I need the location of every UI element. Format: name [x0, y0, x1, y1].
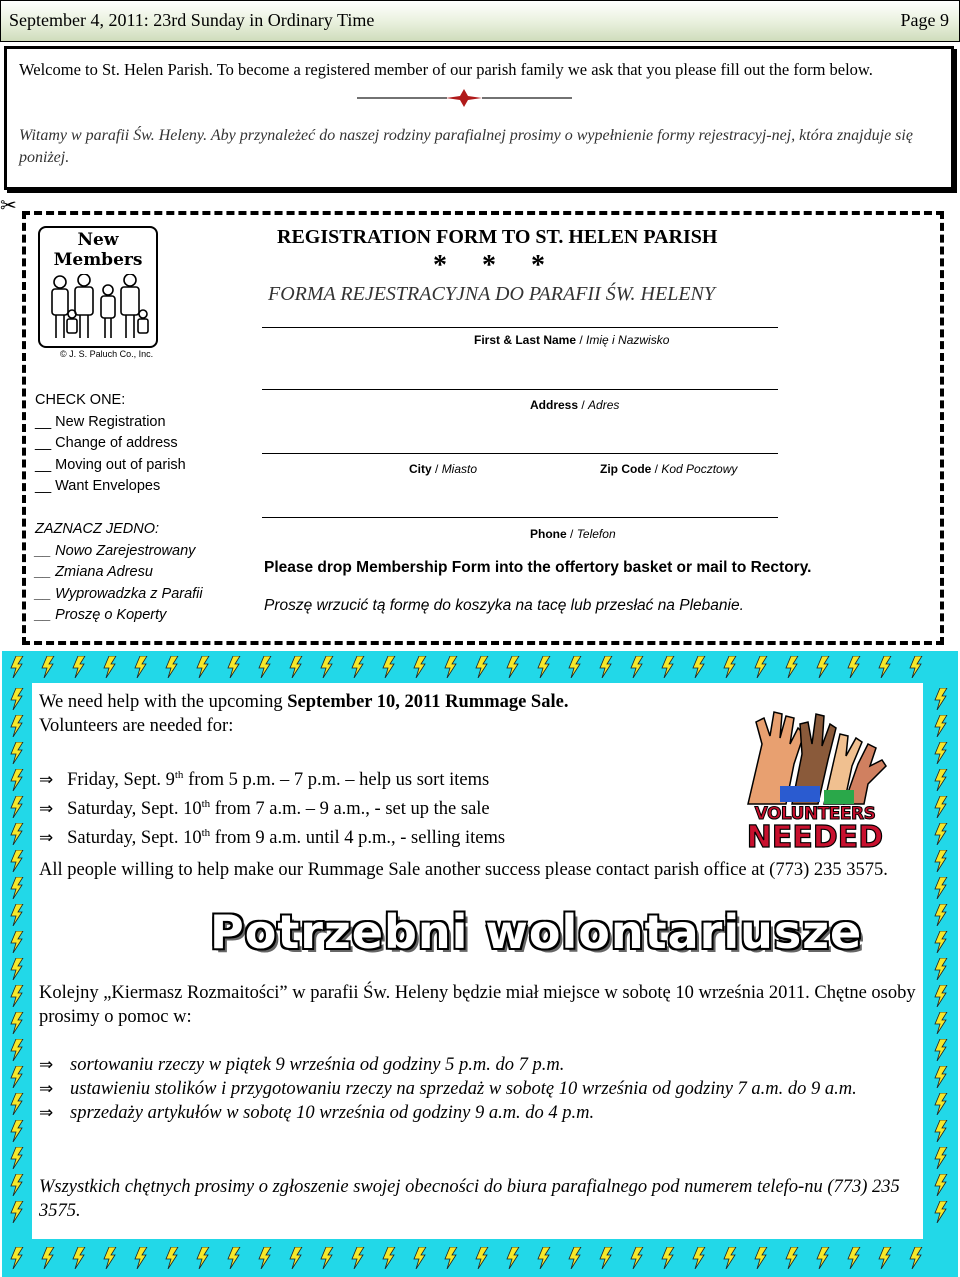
lightning-bolt-icon [10, 742, 24, 764]
option-wyprowadzka[interactable]: __ Wyprowadzka z Parafii [35, 585, 203, 602]
lightning-bolt-icon [934, 1012, 948, 1034]
page-number: Page 9 [900, 10, 949, 30]
lightning-bolt-icon [351, 656, 365, 678]
lightning-bolt-icon [568, 1247, 582, 1269]
lightning-bolt-icon [413, 656, 427, 678]
list-item: ⇒ sprzedaży artykułów w sobotę 10 września od godziny 9 a.m. do 4 p.m. [39, 1103, 595, 1123]
pl-intro: Kolejny „Kiermasz Rozmaitości” w parafii Św. Heleny będzie miał miejsce w sobotę 10 września 2011. Chętne osoby prosimy o pomoc w: [39, 983, 916, 1027]
logo-title-members: Members [53, 250, 143, 270]
lightning-bolt-icon [475, 656, 489, 678]
lightning-bolt-icon [382, 1247, 396, 1269]
lightning-bolt-icon [934, 1120, 948, 1142]
lightning-bolt-icon [754, 656, 768, 678]
lightning-bolt-icon [10, 1012, 24, 1034]
lightning-bolt-icon [134, 656, 148, 678]
lightning-bolt-icon [934, 1147, 948, 1169]
name-caption: First & Last Name / Imię i Nazwisko [474, 333, 670, 347]
contact-en: All people willing to help make our Rummage Sale another success please contact parish office at (773) 235 3575. [39, 860, 888, 880]
lightning-bolt-icon [134, 1247, 148, 1269]
lightning-bolt-icon [10, 1039, 24, 1061]
lightning-bolt-icon [934, 1066, 948, 1088]
lightning-bolt-icon [568, 656, 582, 678]
lightning-bolt-icon [630, 1247, 644, 1269]
lightning-bolt-icon [934, 1174, 948, 1196]
list-item: ⇒ Friday, Sept. 9th from 5 p.m. – 7 p.m. – help us sort items [39, 769, 490, 791]
lightning-bolt-icon [72, 656, 86, 678]
list-item: ⇒ sortowaniu rzeczy w piątek 9 września od godziny 5 p.m. do 7 p.m. [39, 1055, 565, 1075]
sale-date: September 10, 2011 Rummage Sale. [287, 692, 569, 712]
lightning-bolt-icon [692, 1247, 706, 1269]
lightning-bolt-icon [847, 1247, 861, 1269]
pl-headline: Potrzebni wolontariusze [210, 905, 863, 959]
lightning-bolt-icon [692, 656, 706, 678]
lightning-bolt-icon [934, 1039, 948, 1061]
lightning-bolt-icon [10, 877, 24, 899]
form-title-stars: * * * [433, 250, 559, 281]
lightning-bolt-icon [661, 1247, 675, 1269]
pl-list [39, 1053, 919, 1125]
list-item: ⇒ Saturday, Sept. 10th from 9 a.m. until 4 p.m., - selling items [39, 827, 506, 849]
phone-caption: Phone / Telefon [530, 527, 616, 541]
lightning-bolt-icon [10, 796, 24, 818]
lightning-bolt-icon [785, 1247, 799, 1269]
lightning-bolt-icon [10, 931, 24, 953]
lightning-bolt-icon [41, 1247, 55, 1269]
form-title-pl: FORMA REJESTRACYJNA DO PARAFII ŚW. HELENY [268, 283, 716, 305]
lightning-bolt-icon [10, 1174, 24, 1196]
header-date: September 4, 2011: 23rd Sunday in Ordinary Time [9, 10, 375, 30]
option-moving-out[interactable]: __ Moving out of parish [35, 456, 186, 473]
lightning-bolt-icon [103, 656, 117, 678]
lightning-bolt-icon [847, 656, 861, 678]
badge-volunteers: VOLUNTEERS [754, 804, 876, 824]
new-members-logo [38, 226, 158, 362]
pl-contact: Wszystkich chętnych prosimy o zgłoszenie swojej obecności do biura parafialnego pod numerem telefo-nu (773) 235 3575. [39, 1177, 900, 1221]
ornament-divider [357, 89, 572, 107]
option-zmiana[interactable]: __ Zmiana Adresu [35, 564, 153, 580]
lightning-bolt-icon [934, 715, 948, 737]
lightning-bolt-icon [351, 1247, 365, 1269]
lightning-bolt-icon [72, 1247, 86, 1269]
lightning-bolt-icon [10, 985, 24, 1007]
list-item: ⇒ Saturday, Sept. 10th from 7 a.m. – 9 a.m., - set up the sale [39, 798, 490, 820]
lightning-bolt-icon [320, 656, 334, 678]
lightning-bolt-icon [10, 823, 24, 845]
arrow-icon: ⇒ [39, 1055, 54, 1075]
lightning-bolt-icon [934, 688, 948, 710]
lightning-bolt-icon [630, 656, 644, 678]
lightning-bolt-icon [599, 656, 613, 678]
lightning-bolt-icon [10, 958, 24, 980]
lightning-bolt-icon [10, 850, 24, 872]
lightning-bolt-icon [10, 1093, 24, 1115]
lightning-bolt-icon [289, 1247, 303, 1269]
volunteer-list [39, 763, 505, 850]
lightning-bolt-icon [723, 1247, 737, 1269]
lightning-bolt-icon [196, 656, 210, 678]
lightning-bolt-icon [258, 656, 272, 678]
lightning-bolt-icon [506, 656, 520, 678]
form-title-en: REGISTRATION FORM TO ST. HELEN PARISH [277, 226, 718, 248]
lightning-bolt-icon [661, 656, 675, 678]
lightning-bolt-icon [103, 1247, 117, 1269]
option-koperty[interactable]: __ Proszę o Koperty [35, 607, 167, 623]
lightning-bolt-icon [165, 656, 179, 678]
lightning-bolt-icon [754, 1247, 768, 1269]
arrow-icon: ⇒ [39, 770, 54, 791]
address-caption: Address / Adres [530, 398, 620, 412]
lightning-bolt-icon [909, 656, 923, 678]
family-figures-icon [46, 274, 150, 342]
lightning-bolt-icon [258, 1247, 272, 1269]
welcome-text-en: Welcome to St. Helen Parish. To become a registered member of our parish family we ask that you please fill out the form below. [19, 60, 873, 79]
lightning-bolt-icon [10, 769, 24, 791]
lightning-bolt-icon [537, 656, 551, 678]
lightning-bolt-icon [475, 1247, 489, 1269]
lightning-bolt-icon [413, 1247, 427, 1269]
logo-credit: © J. S. Paluch Co., Inc. [60, 349, 154, 359]
option-new-registration[interactable]: __ New Registration [35, 413, 166, 430]
lightning-bolt-icon [227, 656, 241, 678]
lightning-bolt-icon [10, 1147, 24, 1169]
lightning-bolt-icon [10, 688, 24, 710]
lightning-bolt-icon [816, 656, 830, 678]
lightning-bolt-icon [934, 1093, 948, 1115]
lightning-bolt-icon [934, 1201, 948, 1223]
logo-title-new: New [77, 230, 119, 250]
lightning-bolt-icon [816, 1247, 830, 1269]
list-item: ⇒ ustawieniu stolików i przygotowaniu rzeczy na sprzedaż w sobotę 10 września od godziny 7 a.m. do 9 a.m. [39, 1079, 857, 1099]
lightning-bolt-icon [41, 656, 55, 678]
arrow-icon: ⇒ [39, 1079, 54, 1099]
raised-hands-icon [740, 704, 890, 814]
lightning-bolt-icon [909, 1247, 923, 1269]
lightning-bolt-icon [444, 656, 458, 678]
lightning-bolt-icon [723, 656, 737, 678]
check-one-heading: CHECK ONE: [35, 392, 126, 408]
arrow-icon: ⇒ [39, 799, 54, 820]
option-want-envelopes[interactable]: __ Want Envelopes [35, 478, 161, 494]
option-change-address[interactable]: __ Change of address [35, 435, 178, 451]
arrow-icon: ⇒ [39, 1103, 54, 1123]
zaznacz-heading: ZAZNACZ JEDNO: [35, 521, 160, 537]
welcome-text-pl: Witamy w parafii Św. Heleny. Aby przynależeć do naszej rodziny parafialnej prosimy o wypełnienie formy rejestracyj-nej, która znajduje się poniżej. [19, 127, 913, 166]
lightning-bolt-icon [10, 715, 24, 737]
phone-line[interactable] [262, 517, 778, 518]
lightning-bolt-icon [785, 656, 799, 678]
lightning-bolt-icon [537, 1247, 551, 1269]
drop-instructions-en: Please drop Membership Form into the offertory basket or mail to Rectory. [264, 559, 812, 576]
lightning-bolt-icon [934, 958, 948, 980]
check-one-group [35, 390, 186, 498]
zaznacz-jedno-group [35, 519, 203, 627]
lightning-bolt-icon [10, 1247, 24, 1269]
lightning-bolt-icon [934, 796, 948, 818]
lightning-bolt-icon [934, 850, 948, 872]
option-nowo[interactable]: __ Nowo Zarejestrowany [35, 542, 196, 559]
lightning-bolt-icon [196, 1247, 210, 1269]
lightning-bolt-icon [10, 1201, 24, 1223]
lightning-bolt-icon [506, 1247, 520, 1269]
lightning-bolt-icon [382, 656, 396, 678]
lightning-bolt-icon [227, 1247, 241, 1269]
lightning-bolt-icon [444, 1247, 458, 1269]
lightning-bolt-icon [599, 1247, 613, 1269]
lightning-bolt-icon [934, 931, 948, 953]
lightning-bolt-icon [165, 1247, 179, 1269]
page-header [0, 0, 960, 42]
name-line[interactable] [262, 327, 778, 328]
lightning-bolt-icon [934, 904, 948, 926]
lightning-bolt-icon [878, 656, 892, 678]
volunteers-needed-graphic [740, 704, 890, 854]
arrow-icon: ⇒ [39, 828, 54, 849]
lightning-bolt-icon [934, 742, 948, 764]
city-zip-line[interactable] [262, 453, 778, 454]
lightning-bolt-icon [289, 656, 303, 678]
volunteer-intro: We need help with the upcoming September 10, 2011 Rummage Sale. Volunteers are needed for: [39, 692, 569, 736]
welcome-box [4, 46, 954, 190]
address-line[interactable] [262, 389, 778, 390]
city-caption: City / Miasto [409, 462, 478, 476]
lightning-bolt-icon [878, 1247, 892, 1269]
lightning-bolt-icon [934, 823, 948, 845]
badge-needed: NEEDED [746, 820, 884, 855]
lightning-bolt-icon [10, 1066, 24, 1088]
lightning-bolt-icon [10, 656, 24, 678]
lightning-bolt-icon [320, 1247, 334, 1269]
lightning-bolt-icon [934, 985, 948, 1007]
lightning-bolt-icon [10, 904, 24, 926]
lightning-bolt-icon [934, 769, 948, 791]
lightning-bolt-icon [934, 877, 948, 899]
lightning-bolt-icon [10, 1120, 24, 1142]
drop-instructions-pl: Proszę wrzucić tą formę do koszyka na tacę lub przesłać na Plebanie. [264, 597, 744, 614]
scissors-icon: ✂ [0, 193, 17, 217]
zip-caption: Zip Code / Kod Pocztowy [600, 462, 738, 476]
